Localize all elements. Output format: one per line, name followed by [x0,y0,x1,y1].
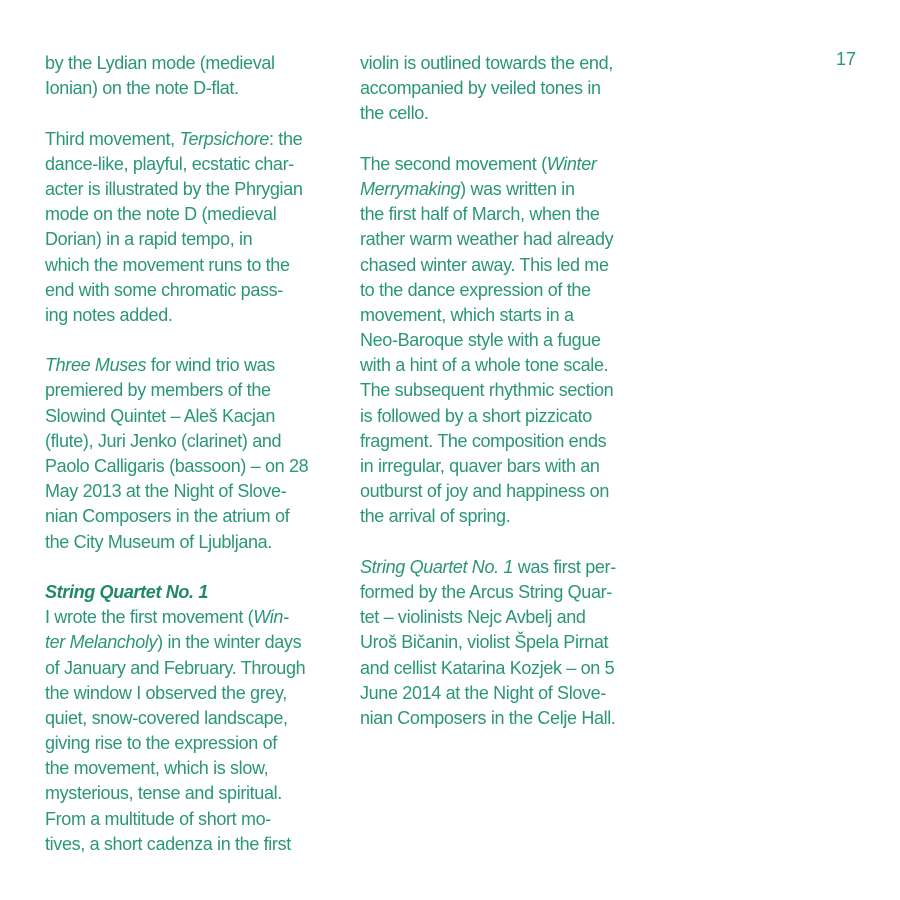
text-segment: to the dance expression of the [360,279,591,300]
text-segment: end with some chromatic pass- [45,279,283,300]
text-line [45,353,345,378]
text-segment: Uroš Bičanin, violist Špela Pirnat [360,632,609,653]
text-segment: the cello. [360,103,429,124]
text-segment: The second movement ( [360,153,547,174]
text-segment: The subsequent rhythmic section [360,380,614,401]
text-segment: by the Lydian mode (medieval [45,53,275,73]
text-line [45,656,345,681]
text-segment: in irregular, quaver bars with an [360,456,600,476]
text-line [45,681,345,706]
text-segment: : the [269,128,303,149]
text-line [360,101,660,126]
text-line [45,177,345,202]
paragraph-gap [45,101,345,126]
italic-title: Winter [546,153,597,174]
text-line [45,756,345,781]
paragraph-gap [45,328,345,353]
text-segment: acter is illustrated by the Phrygian [45,178,303,199]
text-line [45,479,345,504]
paragraph-gap [360,530,660,555]
text-segment: ) was written in [460,178,575,199]
text-segment: the window I observed the grey, [45,682,287,703]
text-segment: giving rise to the expression of [45,733,277,754]
text-line [45,781,345,806]
italic-title: String Quartet No. 1 [360,556,514,577]
text-segment: tives, a short cadenza in the first [45,833,291,854]
text-segment: the movement, which is slow, [45,758,269,779]
text-line [45,530,345,555]
text-segment: was first per- [513,556,616,577]
text-line [45,832,345,857]
text-line [45,404,345,429]
text-line [360,605,660,630]
text-line [360,479,660,504]
text-segment: tet – violinists Nejc Avbelj and [360,607,586,628]
text-line [360,177,660,202]
paragraph-gap [360,127,660,152]
text-segment: Neo-Baroque style with a fugue [360,330,601,351]
text-line [45,706,345,731]
text-line [45,278,345,303]
text-line [360,328,660,353]
italic-title: Merrymaking [360,178,461,199]
text-segment: mode on the note D (medieval [45,204,277,225]
text-line [45,807,345,832]
text-segment: for wind trio was [146,355,275,376]
text-line [360,580,660,605]
italic-title: Terpsichore [179,128,269,149]
text-segment: I wrote the first movement ( [45,607,254,628]
text-segment: the arrival of spring. [360,506,511,527]
text-segment: Ionian) on the note D-flat. [45,78,239,99]
text-segment: (flute), Juri Jenko (clarinet) and [45,430,282,451]
text-line [360,404,660,429]
text-segment: nian Composers in the Celje Hall. [360,707,616,728]
text-segment: rather warm weather had already [360,229,614,250]
text-segment: quiet, snow-covered landscape, [45,707,288,728]
heading-text: String Quartet No. 1 [45,581,209,602]
text-segment: From a multitude of short mo- [45,808,271,829]
text-line [360,278,660,303]
italic-title: Three Muses [45,355,147,376]
text-segment: mysterious, tense and spiritual. [45,783,282,804]
text-line [45,202,345,227]
text-segment: of January and February. Through [45,657,306,678]
paragraph-gap [45,555,345,580]
text-line [45,605,345,630]
text-segment: the City Museum of Ljubljana. [45,531,272,552]
text-line [360,253,660,278]
text-line [360,681,660,706]
text-line [45,630,345,655]
text-segment: the first half of March, when the [360,204,600,225]
text-segment: which the movement runs to the [45,254,290,275]
text-line [45,504,345,529]
text-line [360,429,660,454]
italic-title: Win- [253,607,289,628]
text-segment: movement, which starts in a [360,304,574,325]
text-line [360,706,660,731]
text-segment: accompanied by veiled tones in [360,78,601,99]
text-line [360,378,660,403]
text-line [45,378,345,403]
text-segment: chased winter away. This led me [360,254,609,275]
italic-title: ter Melancholy [45,632,158,653]
text-line [45,253,345,278]
text-segment: May 2013 at the Night of Slove- [45,481,287,502]
text-segment: violin is outlined towards the end, [360,53,613,73]
text-line [360,303,660,328]
text-segment: June 2014 at the Night of Slove- [360,682,606,703]
text-segment: with a hint of a whole tone scale. [360,355,609,376]
text-segment: premiered by members of the [45,380,271,401]
text-line [360,51,660,76]
text-segment: Third movement, [45,128,180,149]
page-number: 17 [836,49,857,69]
text-line [45,227,345,252]
text-segment: outburst of joy and happiness on [360,481,609,502]
text-segment: is followed by a short pizzicato [360,405,592,426]
text-line [45,429,345,454]
text-segment: fragment. The composition ends [360,430,607,451]
right-text-column [360,51,660,731]
text-line [360,227,660,252]
text-segment: nian Composers in the atrium of [45,506,290,527]
text-line [360,454,660,479]
text-segment: Slowind Quintet – Aleš Kacjan [45,405,275,426]
text-segment: Paolo Calligaris (bassoon) – on 28 [45,456,309,476]
text-line [360,353,660,378]
text-line [45,127,345,152]
text-line [45,454,345,479]
text-segment: ) in the winter days [157,632,302,653]
text-line [360,504,660,529]
text-line [360,555,660,580]
text-segment: and cellist Katarina Kozjek – on 5 [360,657,615,678]
text-segment: dance-like, playful, ecstatic char- [45,153,294,174]
text-segment: Dorian) in a rapid tempo, in [45,229,253,250]
text-line [360,152,660,177]
text-segment: formed by the Arcus String Quar- [360,581,612,602]
text-line [360,202,660,227]
text-line [45,76,345,101]
text-line [45,51,345,76]
text-line [45,731,345,756]
section-heading [45,580,345,605]
text-segment: ing notes added. [45,304,173,325]
text-line [45,303,345,328]
text-line [360,76,660,101]
text-line [360,630,660,655]
left-text-column [45,51,345,857]
text-line [45,152,345,177]
text-line [360,656,660,681]
